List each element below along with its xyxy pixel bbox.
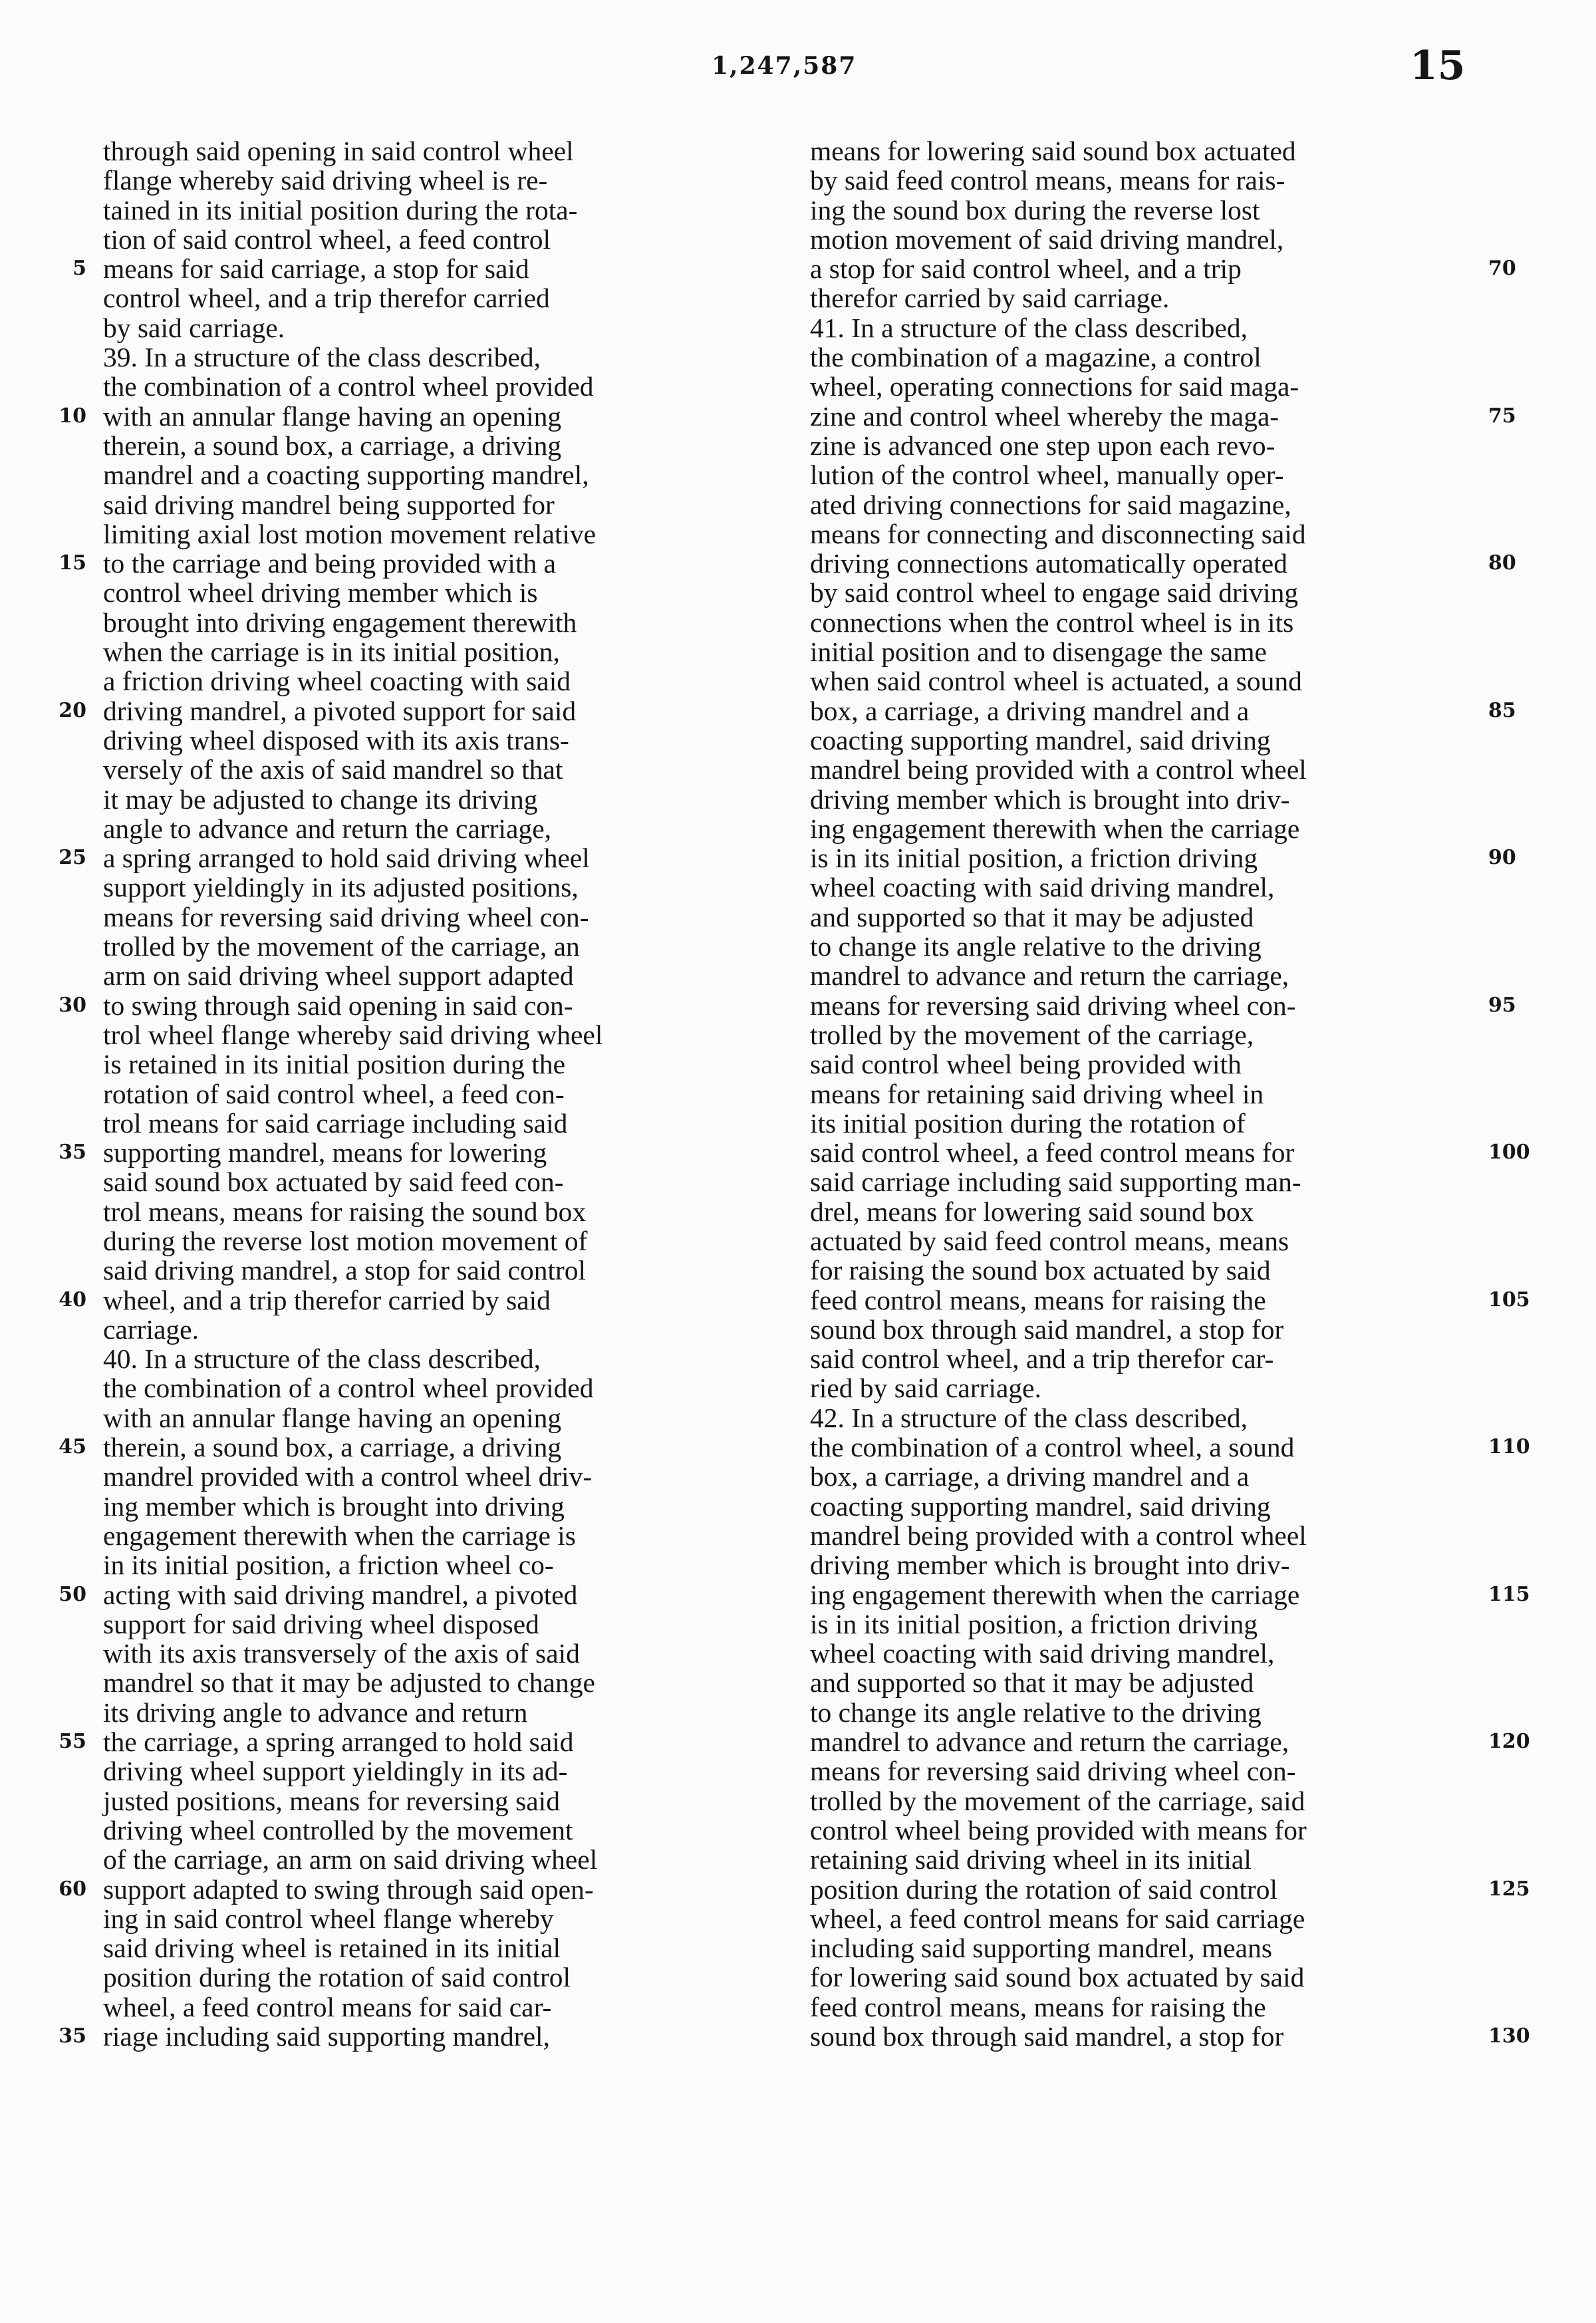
- text-line: to the carriage and being provided with a: [103, 548, 557, 579]
- text-line: trolled by the movement of the carriage, an: [103, 931, 580, 962]
- line-number: 85: [1488, 698, 1516, 722]
- text-line: control wheel, and a trip therefor carried: [103, 283, 550, 314]
- line-number: 60: [59, 1877, 86, 1901]
- text-line: connections when the control wheel is in its: [810, 607, 1294, 638]
- text-line: sound box through said mandrel, a stop for: [810, 2021, 1284, 2052]
- text-line: engagement therewith when the carriage is: [103, 1520, 576, 1551]
- text-line: the carriage, a spring arranged to hold said: [103, 1726, 574, 1758]
- text-line: support yieldingly in its adjusted positions,: [103, 872, 579, 903]
- text-line: actuated by said feed control means, means: [810, 1225, 1289, 1256]
- text-line: means for reversing said driving wheel con-: [103, 901, 589, 932]
- text-line: 41. In a structure of the class described,: [810, 312, 1248, 343]
- text-line: coacting supporting mandrel, said driving: [810, 724, 1271, 755]
- text-line: arm on said driving wheel support adapted: [103, 960, 574, 992]
- line-number: 125: [1488, 1877, 1530, 1901]
- text-line: of the carriage, an arm on said driving wheel: [103, 1844, 598, 1875]
- text-line: means for lowering said sound box actuated: [810, 136, 1296, 166]
- text-line: the combination of a control wheel provided: [103, 371, 594, 402]
- line-number: 35: [59, 1141, 86, 1164]
- text-line: mandrel so that it may be adjusted to change: [103, 1667, 595, 1699]
- text-line: means for reversing said driving wheel con-: [810, 1756, 1296, 1787]
- text-line: means for said carriage, a stop for said: [103, 253, 529, 285]
- text-line: a stop for said control wheel, and a trip: [810, 253, 1242, 285]
- text-line: ing in said control wheel flange whereby: [103, 1903, 554, 1934]
- text-line: means for reversing said driving wheel con-: [810, 990, 1296, 1021]
- line-number: 45: [59, 1435, 86, 1459]
- text-line: said driving wheel is retained in its initial: [103, 1933, 561, 1964]
- text-line: supporting mandrel, means for lowering: [103, 1137, 547, 1168]
- page-header: [0, 43, 1596, 105]
- text-line: wheel, a feed control means for said carriage: [810, 1903, 1305, 1934]
- text-line: a friction driving wheel coacting with said: [103, 666, 571, 697]
- text-line: tion of said control wheel, a feed control: [103, 223, 551, 255]
- text-line: ing member which is brought into driving: [103, 1490, 565, 1522]
- text-line: driving connections automatically operated: [810, 548, 1287, 579]
- page-number: 15: [1410, 43, 1466, 89]
- text-line: trol wheel flange whereby said driving wheel: [103, 1019, 603, 1050]
- text-line: mandrel to advance and return the carriage,: [810, 960, 1289, 992]
- text-line: coacting supporting mandrel, said driving: [810, 1490, 1271, 1522]
- text-line: mandrel provided with a control wheel driv-: [103, 1461, 593, 1492]
- text-line: is in its initial position, a friction driving: [810, 1608, 1258, 1639]
- line-number: 40: [59, 1288, 86, 1311]
- text-line: driving mandrel, a pivoted support for said: [103, 695, 577, 726]
- text-line: is retained in its initial position during the: [103, 1049, 566, 1080]
- line-number: 50: [59, 1582, 86, 1606]
- text-line: through said opening in said control wheel: [103, 136, 574, 166]
- text-line: when the carriage is in its initial position,: [103, 636, 560, 668]
- text-line: the combination of a magazine, a control: [810, 342, 1262, 373]
- text-line: a spring arranged to hold said driving wheel: [103, 843, 590, 874]
- line-number: 100: [1488, 1141, 1530, 1164]
- text-line: therefor carried by said carriage.: [810, 283, 1170, 314]
- text-line: brought into driving engagement therewith: [103, 607, 577, 638]
- text-line: and supported so that it may be adjusted: [810, 901, 1254, 932]
- text-line: mandrel to advance and return the carriage,: [810, 1726, 1289, 1758]
- text-line: in its initial position, a friction wheel co-: [103, 1550, 554, 1581]
- text-line: position during the rotation of said control: [810, 1873, 1278, 1905]
- text-line: said control wheel being provided with: [810, 1049, 1242, 1080]
- text-line: box, a carriage, a driving mandrel and a: [810, 695, 1250, 726]
- text-line: including said supporting mandrel, means: [810, 1933, 1273, 1964]
- text-line: ated driving connections for said magazine,: [810, 489, 1291, 520]
- text-line: 40. In a structure of the class described,: [103, 1343, 541, 1375]
- text-line: 39. In a structure of the class described,: [103, 342, 541, 373]
- text-line: control wheel driving member which is: [103, 577, 538, 609]
- text-line: ing engagement therewith when the carriage: [810, 1579, 1300, 1610]
- text-line: control wheel being provided with means for: [810, 1814, 1307, 1845]
- line-number: 120: [1488, 1730, 1530, 1754]
- text-line: ing engagement therewith when the carriage: [810, 813, 1300, 844]
- text-line: for raising the sound box actuated by said: [810, 1255, 1271, 1286]
- text-line: retaining said driving wheel in its initial: [810, 1844, 1252, 1875]
- left-column-text: [103, 136, 768, 2051]
- text-line: wheel, a feed control means for said car-: [103, 1991, 552, 2022]
- text-line: mandrel being provided with a control wheel: [810, 754, 1307, 785]
- text-line: it may be adjusted to change its driving: [103, 783, 538, 815]
- line-number: 75: [1488, 404, 1516, 428]
- text-line: trolled by the movement of the carriage,: [810, 1019, 1254, 1050]
- text-line: its driving angle to advance and return: [103, 1697, 528, 1728]
- text-line: means for retaining said driving wheel in: [810, 1078, 1264, 1109]
- text-line: versely of the axis of said mandrel so that: [103, 754, 563, 785]
- text-line: therein, a sound box, a carriage, a driving: [103, 430, 562, 461]
- text-line: means for connecting and disconnecting said: [810, 518, 1306, 549]
- text-line: driving wheel support yieldingly in its ad-: [103, 1756, 568, 1787]
- text-line: said control wheel, a feed control means for: [810, 1137, 1295, 1168]
- text-line: with an annular flange having an opening: [103, 1402, 562, 1433]
- text-line: driving wheel disposed with its axis trans-: [103, 724, 569, 755]
- text-line: for lowering said sound box actuated by said: [810, 1962, 1305, 1993]
- text-line: said sound box actuated by said feed con-: [103, 1166, 564, 1198]
- right-column-text: [810, 136, 1475, 2051]
- text-line: mandrel and a coacting supporting mandrel,: [103, 460, 589, 491]
- text-line: wheel, and a trip therefor carried by said: [103, 1284, 551, 1315]
- right-line-numbers: [1488, 136, 1561, 2051]
- text-line: support adapted to swing through said open-: [103, 1873, 594, 1905]
- line-number: 25: [59, 846, 86, 870]
- text-line: feed control means, means for raising the: [810, 1284, 1266, 1315]
- text-line: its initial position during the rotation of: [810, 1107, 1246, 1139]
- text-line: driving wheel controlled by the movement: [103, 1814, 573, 1845]
- text-line: box, a carriage, a driving mandrel and a: [810, 1461, 1250, 1492]
- text-line: by said feed control means, means for rais-: [810, 165, 1285, 196]
- text-line: wheel coacting with said driving mandrel,: [810, 1638, 1275, 1669]
- line-number: 95: [1488, 993, 1516, 1017]
- text-line: trolled by the movement of the carriage, said: [810, 1785, 1305, 1816]
- text-line: to change its angle relative to the driving: [810, 1697, 1262, 1728]
- line-number: 70: [1488, 257, 1516, 281]
- text-line: wheel, operating connections for said maga-: [810, 371, 1299, 402]
- text-line: riage including said supporting mandrel,: [103, 2021, 550, 2052]
- text-line: said control wheel, and a trip therefor car-: [810, 1343, 1274, 1375]
- text-line: with its axis transversely of the axis of said: [103, 1638, 580, 1669]
- line-number: 5: [72, 257, 86, 281]
- text-line: when said control wheel is actuated, a sound: [810, 666, 1302, 697]
- text-line: support for said driving wheel disposed: [103, 1608, 539, 1639]
- text-line: to swing through said opening in said con-: [103, 990, 573, 1021]
- text-line: said driving mandrel being supported for: [103, 489, 555, 520]
- text-line: said carriage including said supporting man-: [810, 1166, 1301, 1198]
- text-line: zine is advanced one step upon each revo-: [810, 430, 1275, 461]
- text-line: acting with said driving mandrel, a pivoted: [103, 1579, 578, 1610]
- text-line: carriage.: [103, 1313, 199, 1345]
- text-line: is in its initial position, a friction driving: [810, 843, 1258, 874]
- line-number: 35: [59, 2024, 86, 2048]
- text-line: lution of the control wheel, manually oper-: [810, 460, 1284, 491]
- line-number: 110: [1488, 1435, 1530, 1459]
- text-line: said driving mandrel, a stop for said control: [103, 1255, 587, 1286]
- line-number: 30: [59, 993, 86, 1017]
- text-line: and supported so that it may be adjusted: [810, 1667, 1254, 1699]
- text-line: rotation of said control wheel, a feed con-: [103, 1078, 565, 1109]
- text-line: sound box through said mandrel, a stop for: [810, 1313, 1284, 1345]
- line-number: 55: [59, 1730, 86, 1754]
- text-line: driving member which is brought into driv-: [810, 1550, 1290, 1581]
- text-line: trol means, means for raising the sound box: [103, 1196, 587, 1227]
- text-line: limiting axial lost motion movement relative: [103, 518, 597, 549]
- text-line: the combination of a control wheel provided: [103, 1373, 594, 1404]
- patent-number: 1,247,587: [712, 52, 857, 80]
- line-number: 90: [1488, 846, 1516, 870]
- left-line-numbers: [33, 136, 86, 2051]
- line-number: 10: [59, 404, 86, 428]
- text-line: wheel coacting with said driving mandrel,: [810, 872, 1275, 903]
- text-line: ried by said carriage.: [810, 1373, 1041, 1404]
- text-line: tained in its initial position during the rota-: [103, 194, 578, 225]
- text-line: drel, means for lowering said sound box: [810, 1196, 1254, 1227]
- text-line: by said control wheel to engage said driving: [810, 577, 1299, 609]
- text-line: initial position and to disengage the same: [810, 636, 1267, 668]
- text-line: motion movement of said driving mandrel,: [810, 223, 1284, 255]
- text-line: feed control means, means for raising the: [810, 1991, 1266, 2022]
- line-number: 115: [1488, 1582, 1530, 1606]
- text-line: with an annular flange having an opening: [103, 400, 562, 432]
- text-line: during the reverse lost motion movement of: [103, 1225, 588, 1256]
- text-line: zine and control wheel whereby the maga-: [810, 400, 1279, 432]
- text-line: mandrel being provided with a control wheel: [810, 1520, 1307, 1551]
- line-number: 15: [59, 551, 86, 575]
- text-line: to change its angle relative to the driving: [810, 931, 1262, 962]
- text-line: ing the sound box during the reverse lost: [810, 194, 1260, 225]
- line-number: 105: [1488, 1288, 1530, 1311]
- text-line: 42. In a structure of the class described,: [810, 1402, 1248, 1433]
- line-number: 80: [1488, 551, 1516, 575]
- text-line: angle to advance and return the carriage,: [103, 813, 552, 844]
- text-line: the combination of a control wheel, a sound: [810, 1432, 1295, 1463]
- text-line: therein, a sound box, a carriage, a driving: [103, 1432, 562, 1463]
- text-line: driving member which is brought into driv-: [810, 783, 1290, 815]
- text-line: position during the rotation of said control: [103, 1962, 571, 1993]
- line-number: 130: [1488, 2024, 1530, 2048]
- line-number: 20: [59, 698, 86, 722]
- text-line: trol means for said carriage including said: [103, 1107, 568, 1139]
- text-line: flange whereby said driving wheel is re-: [103, 165, 548, 196]
- text-line: justed positions, means for reversing said: [103, 1785, 560, 1816]
- text-line: by said carriage.: [103, 312, 285, 343]
